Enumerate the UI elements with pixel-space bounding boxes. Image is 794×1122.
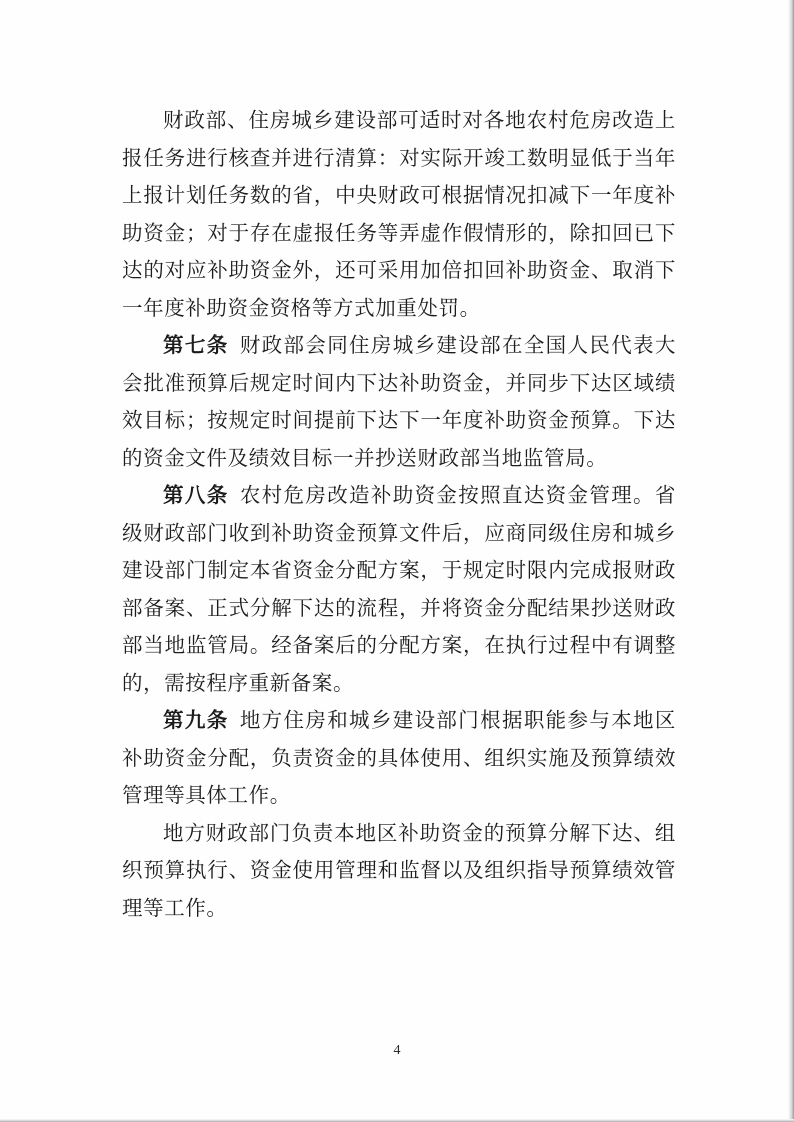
paragraph-text: 财政部、住房城乡建设部可适时对各地农村危房改造上报任务进行核查并进行清算：对实际开竣工数明显低于当年上报计划任务数的省，中央财政可根据情况扣减下一年度补助资金；对于存在虚报任务等弄虚作假情形的，除扣回已下达的对应补助资金外，还可采用加倍扣回补助资金、取消下一年度补助资金资格等方式加重处罚。 [122, 108, 676, 320]
paragraph-text: 地方住房和城乡建设部门根据职能参与本地区补助资金分配，负责资金的具体使用、组织实施及预算绩效管理等具体工作。 [122, 708, 676, 807]
document-body [122, 102, 676, 927]
paragraph-settlement [122, 102, 676, 327]
paragraph-text: 地方财政部门负责本地区补助资金的预算分解下达、组织预算执行、资金使用管理和监督以及组织指导预算绩效管理等工作。 [122, 820, 676, 920]
article-heading: 第七条 [163, 333, 229, 357]
paragraph-local-finance [122, 815, 676, 928]
paragraph-article-7 [122, 327, 676, 477]
paragraph-text: 财政部会同住房城乡建设部在全国人民代表大会批准预算后规定时间内下达补助资金，并同步下达区域绩效目标；按规定时间提前下达下一年度补助资金预算。下达的资金文件及绩效目标一并抄送财政部当地监管局。 [122, 333, 676, 470]
paragraph-text: 农村危房改造补助资金按照直达资金管理。省级财政部门收到补助资金预算文件后，应商同级住房和城乡建设部门制定本省资金分配方案，于规定时限内完成报财政部备案、正式分解下达的流程，并将资金分配结果抄送财政部当地监管局。经备案后的分配方案，在执行过程中有调整的，需按程序重新备案。 [122, 483, 676, 695]
page-number: 4 [393, 1043, 401, 1058]
article-heading: 第九条 [163, 708, 229, 732]
scan-edge-shadow [788, 0, 794, 1122]
paragraph-article-8 [122, 477, 676, 702]
article-heading: 第八条 [163, 483, 229, 507]
paragraph-article-9 [122, 702, 676, 815]
